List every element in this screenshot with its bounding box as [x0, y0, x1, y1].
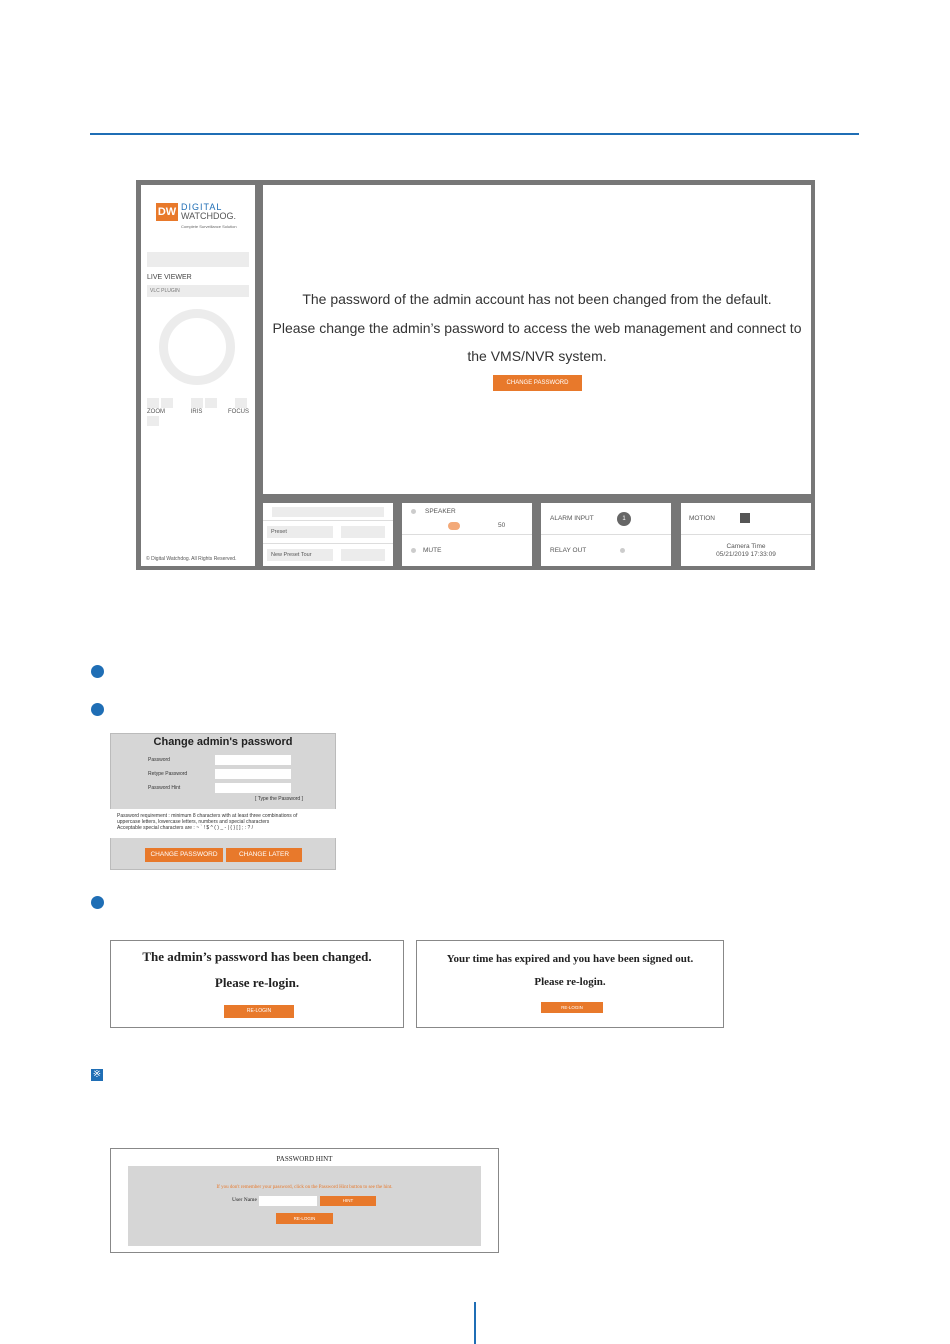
- password-hint-input[interactable]: [215, 783, 291, 793]
- ptz-labels: [147, 409, 249, 415]
- speaker-volume-slider[interactable]: [448, 522, 460, 530]
- relogin-prompt: Please re-login.: [534, 976, 606, 988]
- mute-toggle[interactable]: [411, 548, 416, 553]
- sidebar-setup-button[interactable]: [147, 252, 249, 267]
- dialog-title: Change admin's password: [153, 736, 293, 748]
- message-line: The password of the admin account has not been changed from the default.: [302, 291, 772, 307]
- alarm-panel: [541, 503, 671, 566]
- header-rule: [90, 133, 859, 135]
- relay-out-label: RELAY OUT: [550, 547, 587, 554]
- page-divider: [474, 1302, 476, 1344]
- retype-password-input[interactable]: [215, 769, 291, 779]
- message-line: Please change the admin’s password to access the web management and connect to: [272, 319, 802, 336]
- user-name-input[interactable]: [259, 1196, 317, 1206]
- password-input[interactable]: [215, 755, 291, 765]
- dialog-change-password-button[interactable]: CHANGE PASSWORD: [145, 848, 223, 862]
- preset-buttons[interactable]: [341, 526, 385, 538]
- logo-tagline: Complete Surveillance Solution: [181, 224, 237, 229]
- relogin-button[interactable]: RE-LOGIN: [541, 1002, 603, 1013]
- default-password-message: [263, 285, 811, 371]
- user-name-label: User Name: [232, 1197, 257, 1203]
- step-bullet: [91, 896, 104, 909]
- plugin-select[interactable]: VLC PLUGIN: [147, 285, 249, 297]
- change-password-button[interactable]: CHANGE PASSWORD: [493, 375, 582, 391]
- relay-out-toggle[interactable]: [620, 548, 625, 553]
- copyright: © Digital Watchdog. All Rights Reserved.: [146, 556, 237, 562]
- password-hint-instruction: If you don't remember your password, click on the Password Hint button to see the hint.: [216, 1185, 393, 1190]
- zoom-label: ZOOM: [147, 409, 165, 415]
- message-line: the VMS/NVR system.: [467, 348, 607, 364]
- camera-time-value: 05/21/2019 17:33:09: [716, 551, 776, 558]
- relogin-button[interactable]: RE-LOGIN: [224, 1005, 294, 1018]
- password-hint-title: PASSWORD HINT: [276, 1155, 333, 1163]
- hint-button[interactable]: HINT: [320, 1196, 376, 1206]
- speaker-volume-value: 50: [498, 522, 506, 529]
- dw-logo-mark: DW: [156, 203, 178, 221]
- live-viewer-label: LIVE VIEWER: [147, 274, 192, 281]
- camera-time-label: Camera Time: [726, 543, 766, 550]
- mute-label: MUTE: [423, 547, 442, 554]
- preset-select[interactable]: Preset: [267, 526, 333, 538]
- step-bullet: [91, 665, 104, 678]
- alarm-input-indicator: 1: [617, 512, 631, 526]
- session-expired-text: Your time has expired and you have been signed out.: [446, 953, 694, 965]
- speaker-label: SPEAKER: [425, 508, 456, 515]
- password-hint-panel: [128, 1166, 481, 1246]
- ptz-buttons[interactable]: [147, 395, 249, 405]
- focus-label: FOCUS: [227, 409, 249, 415]
- relogin-prompt: Please re-login.: [214, 975, 300, 990]
- preset-tour-buttons[interactable]: [341, 549, 385, 561]
- password-requirements-text: Password requirement : minimum 8 characters with at least three combinations of uppercase letters, lowercase letters, numbers and special characters Acceptable special characters are : ~ ` ! $ ^ ( ) _ - | { } [ ] ; : ? /: [117, 813, 298, 831]
- password-hint-label: Password Hint: [148, 785, 181, 791]
- motion-label: MOTION: [689, 515, 715, 522]
- motion-icon: [740, 513, 750, 523]
- alarm-input-label: ALARM INPUT: [550, 515, 594, 522]
- iris-label: IRIS: [190, 409, 203, 415]
- retype-password-label: Retype Password: [148, 771, 188, 777]
- preset-tour-select[interactable]: New Preset Tour: [267, 549, 333, 561]
- note-icon: ※: [92, 1069, 102, 1080]
- speaker-toggle[interactable]: [411, 509, 416, 514]
- type-password-link[interactable]: [ Type the Password ]: [255, 796, 303, 802]
- preset-header-bar: [272, 507, 384, 517]
- change-later-button[interactable]: CHANGE LATER: [226, 848, 302, 862]
- password-changed-text: The admin’s password has been changed.: [142, 949, 372, 964]
- ptz-control-ring[interactable]: [159, 309, 235, 385]
- password-field-label: Password: [148, 757, 170, 763]
- hint-relogin-button[interactable]: RE-LOGIN: [276, 1213, 333, 1224]
- motion-panel: [681, 503, 811, 566]
- preset-panel: [263, 503, 393, 566]
- audio-panel: [402, 503, 532, 566]
- logo-wordmark: DIGITAL WATCHDOG.: [181, 202, 236, 221]
- step-bullet: [91, 703, 104, 716]
